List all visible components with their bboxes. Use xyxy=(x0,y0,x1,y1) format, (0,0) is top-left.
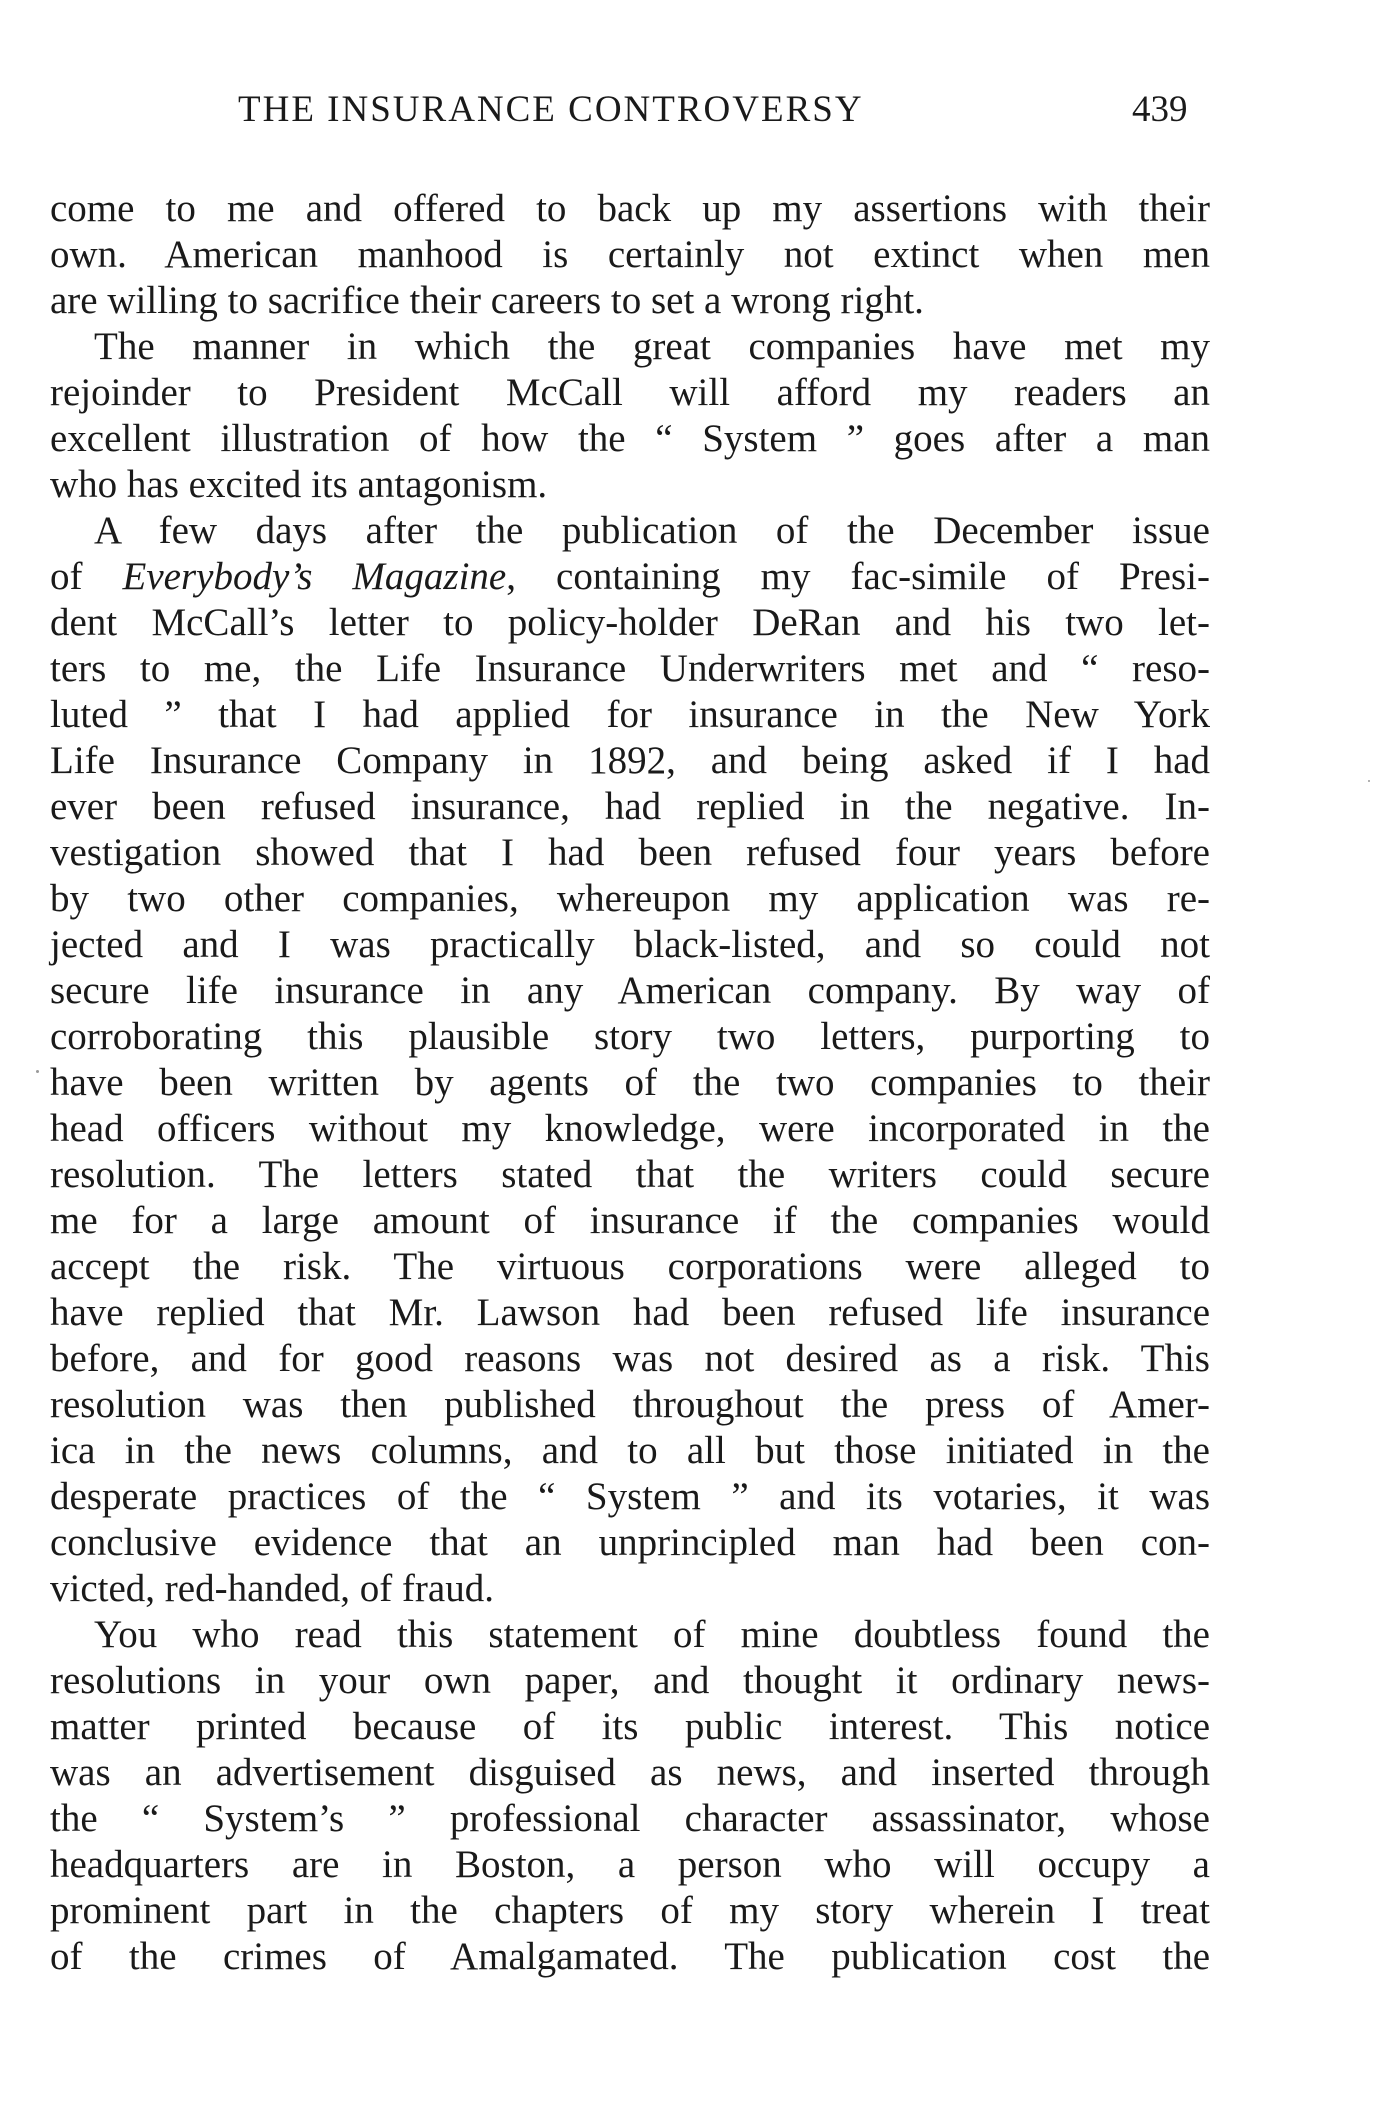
page-number: 439 xyxy=(1132,89,1188,130)
text-line: excellent illustration of how the “ System ” goes after a man xyxy=(50,417,1210,460)
text-line: before, and for good reasons was not desired as a risk. This xyxy=(50,1337,1210,1380)
text-line: resolution was then published throughout the press of Amer- xyxy=(50,1383,1210,1426)
text-line: vestigation showed that I had been refused four years before xyxy=(50,831,1210,874)
text-line: resolution. The letters stated that the writers could secure xyxy=(50,1153,1210,1196)
text-line: Life Insurance Company in 1892, and being asked if I had xyxy=(50,739,1210,782)
paper-speck xyxy=(1368,780,1370,782)
body-text xyxy=(50,186,1210,1980)
text-line: rejoinder to President McCall will afford my readers an xyxy=(50,371,1210,414)
text-line: of Everybody’s Magazine, containing my fac-simile of Presi- xyxy=(50,555,1210,598)
text-line: dent McCall’s letter to policy-holder DeRan and his two let- xyxy=(50,601,1210,644)
magazine-title: Everybody’s Magazine xyxy=(122,555,507,598)
text-line: corroborating this plausible story two letters, purporting to xyxy=(50,1015,1210,1058)
text-line: me for a large amount of insurance if the companies would xyxy=(50,1199,1210,1242)
text-line: the “ System’s ” professional character assassinator, whose xyxy=(50,1797,1210,1840)
text-line: who has excited its antagonism. xyxy=(50,463,548,506)
running-head: THE INSURANCE CONTROVERSY xyxy=(238,89,864,130)
text-line: desperate practices of the “ System ” and its votaries, it was xyxy=(50,1475,1210,1518)
text-line: have replied that Mr. Lawson had been refused life insurance xyxy=(50,1291,1210,1334)
text-line: jected and I was practically black-listed, and so could not xyxy=(50,923,1210,966)
text-line: luted ” that I had applied for insurance in the New York xyxy=(50,693,1210,736)
text-line: ters to me, the Life Insurance Underwriters met and “ reso- xyxy=(50,647,1210,690)
text-line: You who read this statement of mine doubtless found the xyxy=(94,1613,1210,1656)
text-line: victed, red-handed, of fraud. xyxy=(50,1567,494,1610)
text-line: ica in the news columns, and to all but those initiated in the xyxy=(50,1429,1210,1472)
text-line: own. American manhood is certainly not extinct when men xyxy=(50,233,1210,276)
text-line: matter printed because of its public interest. This notice xyxy=(50,1705,1210,1748)
text-line: resolutions in your own paper, and thought it ordinary news- xyxy=(50,1659,1210,1702)
text-line: accept the risk. The virtuous corporations were alleged to xyxy=(50,1245,1210,1288)
text-line: conclusive evidence that an unprincipled man had been con- xyxy=(50,1521,1210,1564)
text-line: come to me and offered to back up my assertions with their xyxy=(50,187,1210,230)
text-line: have been written by agents of the two companies to their xyxy=(50,1061,1210,1104)
text-line: prominent part in the chapters of my story wherein I treat xyxy=(50,1889,1210,1932)
text-line: ever been refused insurance, had replied in the negative. In- xyxy=(50,785,1210,828)
text-line: A few days after the publication of the December issue xyxy=(94,509,1210,552)
text-line: was an advertisement disguised as news, and inserted through xyxy=(50,1751,1210,1794)
text-line: of the crimes of Amalgamated. The publication cost the xyxy=(50,1935,1210,1978)
text-line: secure life insurance in any American company. By way of xyxy=(50,969,1210,1012)
text-line: are willing to sacrifice their careers to set a wrong right. xyxy=(50,279,924,322)
paper-speck xyxy=(36,1070,39,1073)
text-line: The manner in which the great companies have met my xyxy=(94,325,1210,368)
text-line: head officers without my knowledge, were incorporated in the xyxy=(50,1107,1210,1150)
text-line: headquarters are in Boston, a person who will occupy a xyxy=(50,1843,1210,1886)
text-line: by two other companies, whereupon my application was re- xyxy=(50,877,1210,920)
